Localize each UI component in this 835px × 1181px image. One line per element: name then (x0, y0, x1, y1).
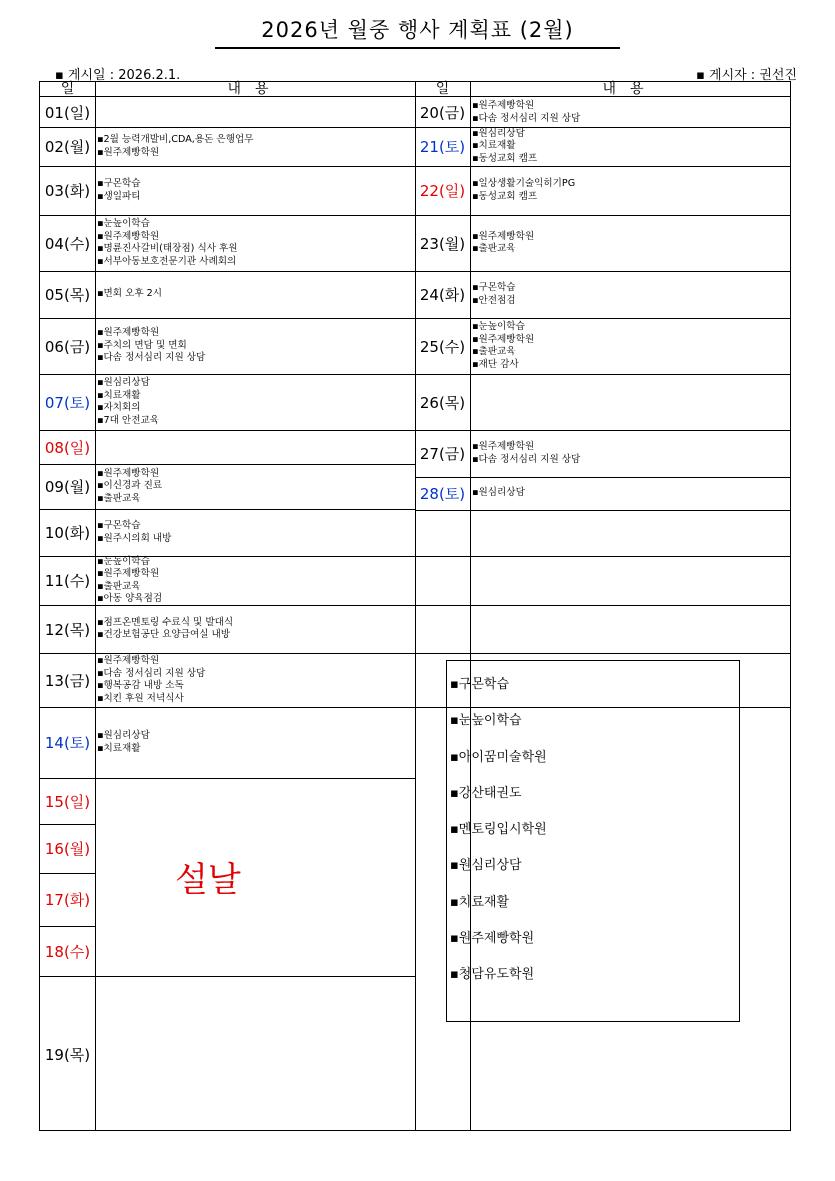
row-divider (40, 374, 415, 375)
event-item: ▪눈높이학습 (97, 218, 150, 229)
event-cell-left (95, 318, 415, 374)
day-cell-left: 12(목) (44, 620, 91, 639)
event-item: ▪원주시의회 내방 (97, 532, 172, 544)
holiday-label: 설날 (175, 860, 241, 900)
row-divider (40, 556, 415, 557)
row-divider (40, 976, 415, 977)
page-title: 2026년 월중 행사 계획표 (2월) (261, 18, 574, 42)
event-item: ▪눈높이학습 (97, 555, 150, 567)
event-item: ▪원주제빵학원 (472, 333, 535, 345)
day-cell-left: 03(화) (44, 182, 91, 200)
event-cell-left (95, 464, 415, 509)
day-cell-right: 26(목) (419, 393, 466, 412)
day-cell-left: 09(월) (44, 478, 91, 496)
header-content-left: 내용 (227, 81, 283, 97)
event-item: ▪동성교회 캠프 (472, 152, 538, 164)
event-item: ▪원심리상담 (97, 730, 150, 741)
event-item: ▪원주제빵학원 (472, 230, 535, 242)
day-cell-left: 19(목) (44, 1045, 91, 1064)
event-item: ▪원주제빵학원 (97, 655, 160, 666)
day-cell-right: 22(일) (419, 182, 466, 200)
day-cell-left: 04(수) (44, 234, 91, 253)
event-item: ▪행복공감 내방 소독 (97, 680, 184, 691)
row-divider (40, 215, 415, 216)
event-item: ▪원주제빵학원 (97, 146, 160, 158)
event-cell-right (470, 374, 790, 430)
event-cell-left (95, 98, 415, 127)
event-cell-right (470, 98, 790, 127)
event-cell-left (95, 778, 415, 824)
day-cell-right: 27(금) (419, 445, 466, 463)
event-cell-left (95, 556, 415, 605)
event-item: ▪치킨 후원 저녁식사 (97, 692, 184, 704)
day-cell-left: 01(일) (44, 104, 91, 122)
day-cell-right: 21(토) (419, 138, 466, 156)
event-cell-left (95, 215, 415, 271)
event-item: ▪출판교육 (472, 346, 516, 357)
event-cell-left (95, 653, 415, 707)
row-divider (40, 166, 415, 167)
row-divider (40, 707, 415, 708)
day-cell-left: 18(수) (44, 942, 91, 961)
row-divider (415, 556, 790, 557)
event-cell-left (95, 509, 415, 556)
row-divider (40, 127, 415, 128)
event-item: ▪재단 감사 (472, 358, 519, 370)
day-cell-left: 10(화) (44, 524, 91, 542)
program-item: ▪원심리상담 (450, 858, 522, 874)
event-item: ▪점프온멘토링 수료식 및 발대식 (97, 616, 234, 628)
event-item: ▪원주제빵학원 (97, 568, 160, 579)
event-item: ▪2월 능력개발비,CDA,용돈 은행업무 (97, 134, 254, 145)
event-item: ▪구몬학습 (97, 178, 141, 189)
row-divider (40, 778, 95, 779)
row-divider (40, 509, 415, 510)
event-cell-left (95, 605, 415, 653)
program-item: ▪눈높이학습 (450, 713, 522, 729)
event-item: ▪치료재활 (97, 742, 141, 754)
row-divider (40, 873, 95, 874)
event-cell-left (95, 127, 415, 166)
program-item: ▪아이꿈미술학원 (450, 749, 547, 765)
header-divider (40, 96, 790, 97)
header-day-left: 일 (60, 81, 75, 97)
day-cell-right: 20(금) (419, 104, 466, 122)
row-divider (40, 464, 415, 465)
row-divider (415, 374, 790, 375)
event-cell-left (95, 374, 415, 430)
event-item: ▪주치의 면담 및 면회 (97, 339, 187, 351)
header-content-right: 내용 (602, 81, 658, 97)
event-item: ▪다솜 정서심리 지원 상담 (472, 453, 581, 465)
event-item: ▪구몬학습 (97, 520, 141, 531)
event-cell-left (95, 166, 415, 215)
event-item: ▪눈높이학습 (472, 321, 525, 332)
event-item: ▪서부아동보호전문기관 사례회의 (97, 255, 237, 267)
day-cell-left: 07(토) (44, 393, 91, 412)
day-cell-left: 08(일) (44, 438, 91, 457)
event-item: ▪동성교회 캠프 (472, 190, 538, 202)
day-cell-left: 02(월) (44, 138, 91, 156)
program-item: ▪멘토링입시학원 (450, 822, 547, 838)
program-item: ▪구몬학습 (450, 677, 510, 692)
event-cell-right (470, 271, 790, 318)
event-item: ▪명륜진사갈비(태장점) 식사 후원 (97, 243, 238, 254)
header-day-right: 일 (435, 81, 450, 97)
event-cell-left (95, 873, 415, 926)
day-cell-left: 15(일) (44, 792, 91, 811)
row-divider (415, 477, 790, 478)
day-cell-left: 11(수) (44, 572, 91, 590)
day-cell-left: 05(목) (44, 286, 91, 304)
day-cell-right: 24(화) (419, 286, 466, 304)
event-item: ▪출판교육 (97, 580, 141, 592)
program-item: ▪청담유도학원 (450, 967, 535, 983)
row-divider (40, 430, 415, 431)
event-item: ▪자치회의 (97, 402, 141, 413)
event-item: ▪원주제빵학원 (97, 467, 160, 479)
poster-name: ▪ 게시자 : 권선진 (696, 68, 797, 83)
event-item: ▪7대 안전교육 (97, 414, 159, 426)
row-divider (415, 430, 790, 431)
event-item: ▪원주제빵학원 (97, 327, 160, 339)
event-cell-left (95, 430, 415, 464)
program-item: ▪원주제빵학원 (450, 931, 535, 947)
title-underline (215, 47, 620, 49)
row-divider (415, 271, 790, 272)
event-cell-right (470, 430, 790, 477)
row-divider (415, 127, 790, 128)
event-cell-right (470, 127, 790, 166)
event-item: ▪출판교육 (97, 492, 141, 504)
row-divider (415, 166, 790, 167)
row-divider (415, 605, 790, 606)
row-divider (415, 510, 790, 511)
event-item: ▪출판교육 (472, 243, 516, 254)
event-item: ▪다솜 정서심리 지원 상담 (97, 352, 206, 364)
event-cell-left (95, 271, 415, 318)
day-cell-left: 17(화) (44, 891, 91, 909)
event-cell-right (470, 318, 790, 374)
event-item: ▪건강보험공단 요양급여실 내방 (97, 629, 231, 640)
day-cell-right: 23(월) (419, 234, 466, 253)
event-item: ▪일상생활기술익히기PG (472, 178, 576, 189)
program-item: ▪치료재활 (450, 894, 510, 910)
day-cell-left: 13(금) (44, 671, 91, 690)
event-item: ▪원심리상담 (472, 487, 525, 499)
program-item: ▪강산태권도 (450, 785, 522, 801)
event-item: ▪원주제빵학원 (472, 441, 535, 452)
event-item: ▪원심리상담 (97, 377, 150, 388)
row-divider (40, 605, 415, 606)
day-cell-left: 06(금) (44, 337, 91, 356)
event-item: ▪생일파티 (97, 190, 141, 202)
event-cell-right (470, 166, 790, 215)
event-item: ▪구몬학습 (472, 282, 516, 293)
event-item: ▪원주제빵학원 (97, 230, 160, 242)
day-cell-right: 28(토) (419, 485, 466, 503)
event-item: ▪면회 오후 2시 (97, 288, 163, 300)
row-divider (40, 926, 95, 927)
event-item: ▪다솜 정서심리 지원 상담 (472, 112, 581, 124)
event-item: ▪원주제빵학원 (472, 100, 535, 111)
row-divider (415, 215, 790, 216)
row-divider (95, 778, 415, 779)
event-item: ▪치료재활 (472, 140, 516, 152)
event-item: ▪안전점검 (472, 294, 516, 306)
row-divider (40, 653, 415, 654)
event-item: ▪아동 양육점검 (97, 593, 163, 604)
row-divider (40, 271, 415, 272)
event-cell-right (470, 215, 790, 271)
event-item: ▪다솜 정서심리 지원 상담 (97, 667, 206, 679)
row-divider (40, 824, 95, 825)
event-item: ▪이신경과 진료 (97, 480, 163, 492)
row-divider (415, 318, 790, 319)
event-item: ▪치료재활 (97, 389, 141, 401)
posted-date: ▪ 게시일 : 2026.2.1. (55, 68, 181, 83)
program-list-box (446, 660, 740, 1022)
event-cell-left (95, 707, 415, 778)
day-cell-left: 16(월) (44, 840, 91, 858)
event-cell-left (95, 824, 415, 873)
row-divider (415, 653, 790, 654)
day-cell-right: 25(수) (419, 337, 466, 356)
day-cell-left: 14(토) (44, 734, 91, 752)
event-item: ▪원심리상담 (472, 127, 525, 139)
event-cell-right (470, 477, 790, 510)
row-divider (40, 318, 415, 319)
event-cell-left (95, 926, 415, 976)
event-cell-left (95, 976, 415, 1132)
